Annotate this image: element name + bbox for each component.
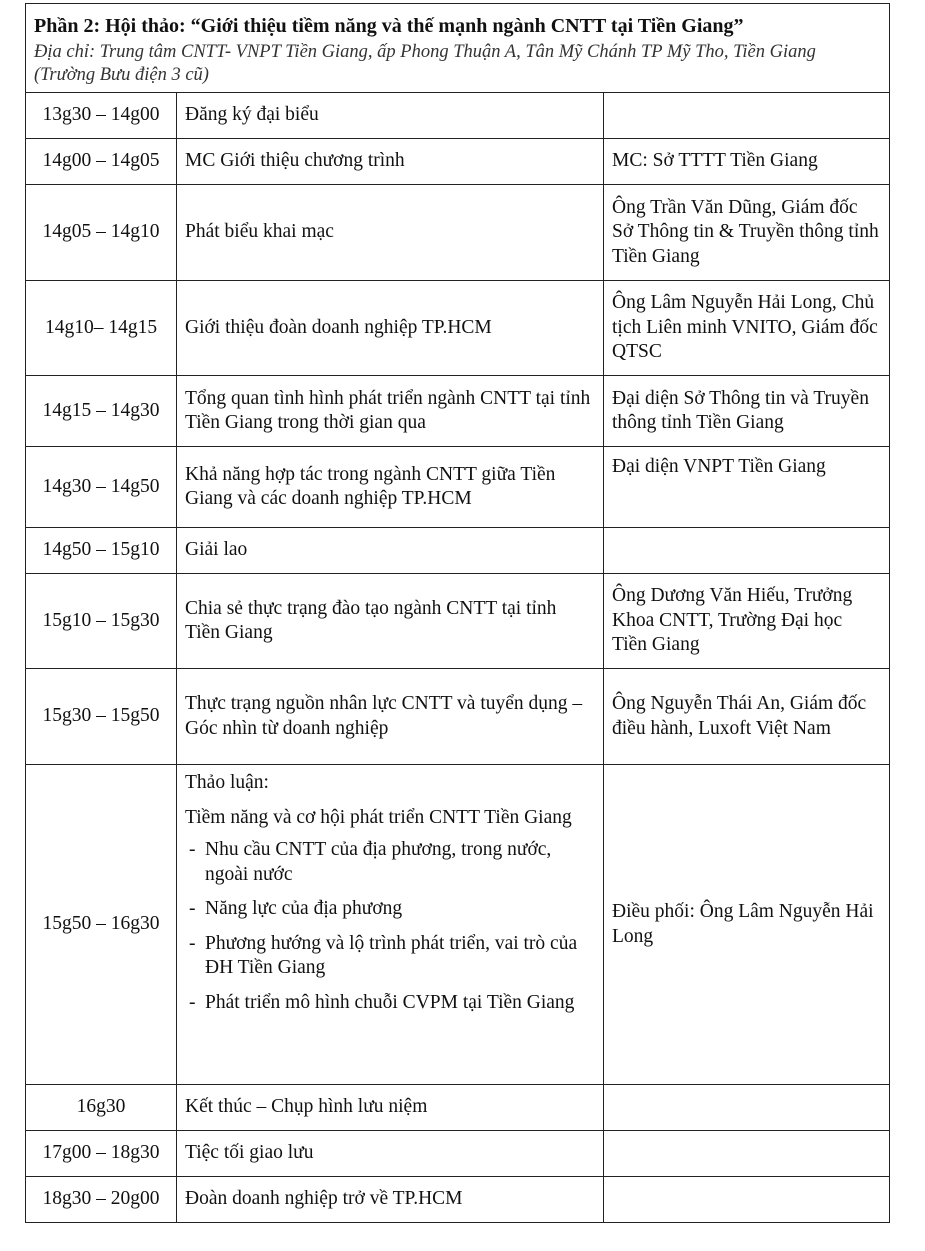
speaker-cell — [604, 93, 890, 139]
activity-cell: Tiệc tối giao lưu — [177, 1131, 604, 1177]
agenda-row — [26, 376, 890, 447]
agenda-row — [26, 528, 890, 574]
agenda-row — [26, 1177, 890, 1223]
dash-bullet: - — [189, 898, 196, 919]
list-item — [185, 838, 595, 887]
activity-cell: Phát biểu khai mạc — [177, 185, 604, 281]
speaker-cell: Đại diện Sở Thông tin và Truyền thông tỉnh Tiền Giang — [604, 376, 890, 447]
activity-cell: Giải lao — [177, 528, 604, 574]
discussion-list — [185, 838, 595, 1015]
list-item-text: Phương hướng và lộ trình phát triển, vai trò của ĐH Tiền Giang — [205, 932, 578, 978]
list-item — [185, 897, 595, 922]
activity-cell: Tổng quan tình hình phát triển ngành CNTT tại tỉnh Tiền Giang trong thời gian qua — [177, 376, 604, 447]
time-cell: 18g30 – 20g00 — [26, 1177, 177, 1223]
time-cell: 14g50 – 15g10 — [26, 528, 177, 574]
speaker-cell: Ông Dương Văn Hiếu, Trưởng Khoa CNTT, Trường Đại học Tiền Giang — [604, 574, 890, 669]
discussion-topic: Tiềm năng và cơ hội phát triển CNTT Tiền Giang — [185, 806, 572, 828]
speaker-cell: Ông Lâm Nguyễn Hải Long, Chủ tịch Liên minh VNITO, Giám đốc QTSC — [604, 281, 890, 376]
time-cell: 14g00 – 14g05 — [26, 139, 177, 185]
agenda-row — [26, 139, 890, 185]
time-cell: 14g15 – 14g30 — [26, 376, 177, 447]
activity-cell: MC Giới thiệu chương trình — [177, 139, 604, 185]
agenda-row — [26, 669, 890, 765]
time-cell: 14g10– 14g15 — [26, 281, 177, 376]
section-title: Phần 2: Hội thảo: “Giới thiệu tiềm năng và thế mạnh ngành CNTT tại Tiền Giang” — [34, 15, 744, 37]
activity-cell-discussion — [177, 765, 604, 1085]
time-cell: 13g30 – 14g00 — [26, 93, 177, 139]
activity-cell: Kết thúc – Chụp hình lưu niệm — [177, 1085, 604, 1131]
list-item — [185, 991, 595, 1016]
activity-cell: Chia sẻ thực trạng đào tạo ngành CNTT tại tỉnh Tiền Giang — [177, 574, 604, 669]
discussion-title: Thảo luận: — [185, 772, 269, 793]
list-item — [185, 932, 595, 981]
agenda-row — [26, 1131, 890, 1177]
agenda-row — [26, 574, 890, 669]
agenda-row — [26, 185, 890, 281]
list-item-text: Phát triển mô hình chuỗi CVPM tại Tiền Giang — [205, 991, 575, 1013]
dash-bullet: - — [189, 839, 196, 860]
section-header-row — [26, 4, 890, 93]
list-item-text: Nhu cầu CNTT của địa phương, trong nước, ngoài nước — [205, 839, 552, 885]
speaker-cell — [604, 1085, 890, 1131]
time-cell: 16g30 — [26, 1085, 177, 1131]
section-address: Địa chỉ: Trung tâm CNTT- VNPT Tiền Giang, ấp Phong Thuận A, Tân Mỹ Chánh TP Mỹ Tho, Tiền Giang (Trường Bưu điện 3 cũ) — [34, 42, 816, 85]
list-item-text: Năng lực của địa phương — [205, 898, 403, 919]
agenda-row — [26, 281, 890, 376]
activity-cell: Khả năng hợp tác trong ngành CNTT giữa Tiền Giang và các doanh nghiệp TP.HCM — [177, 447, 604, 528]
speaker-cell: MC: Sở TTTT Tiền Giang — [604, 139, 890, 185]
time-cell: 17g00 – 18g30 — [26, 1131, 177, 1177]
agenda-table — [25, 3, 890, 1223]
dash-bullet: - — [189, 991, 196, 1013]
activity-cell: Đăng ký đại biểu — [177, 93, 604, 139]
time-cell: 14g05 – 14g10 — [26, 185, 177, 281]
speaker-cell: Ông Trần Văn Dũng, Giám đốc Sở Thông tin & Truyền thông tỉnh Tiền Giang — [604, 185, 890, 281]
agenda-row — [26, 1085, 890, 1131]
time-cell: 15g50 – 16g30 — [26, 765, 177, 1085]
time-cell: 15g30 – 15g50 — [26, 669, 177, 765]
dash-bullet: - — [189, 932, 196, 954]
time-cell: 14g30 – 14g50 — [26, 447, 177, 528]
section-header-cell — [26, 4, 890, 93]
activity-cell: Đoàn doanh nghiệp trở về TP.HCM — [177, 1177, 604, 1223]
agenda-document — [25, 3, 890, 1223]
speaker-cell — [604, 1177, 890, 1223]
agenda-row-discussion — [26, 765, 890, 1085]
speaker-cell: Đại diện VNPT Tiền Giang — [604, 447, 890, 528]
activity-cell: Giới thiệu đoàn doanh nghiệp TP.HCM — [177, 281, 604, 376]
speaker-cell — [604, 1131, 890, 1177]
agenda-row — [26, 93, 890, 139]
speaker-cell: Điều phối: Ông Lâm Nguyễn Hải Long — [604, 765, 890, 1085]
speaker-cell — [604, 528, 890, 574]
time-cell: 15g10 – 15g30 — [26, 574, 177, 669]
agenda-row — [26, 447, 890, 528]
speaker-cell: Ông Nguyễn Thái An, Giám đốc điều hành, Luxoft Việt Nam — [604, 669, 890, 765]
activity-cell: Thực trạng nguồn nhân lực CNTT và tuyển dụng – Góc nhìn từ doanh nghiệp — [177, 669, 604, 765]
